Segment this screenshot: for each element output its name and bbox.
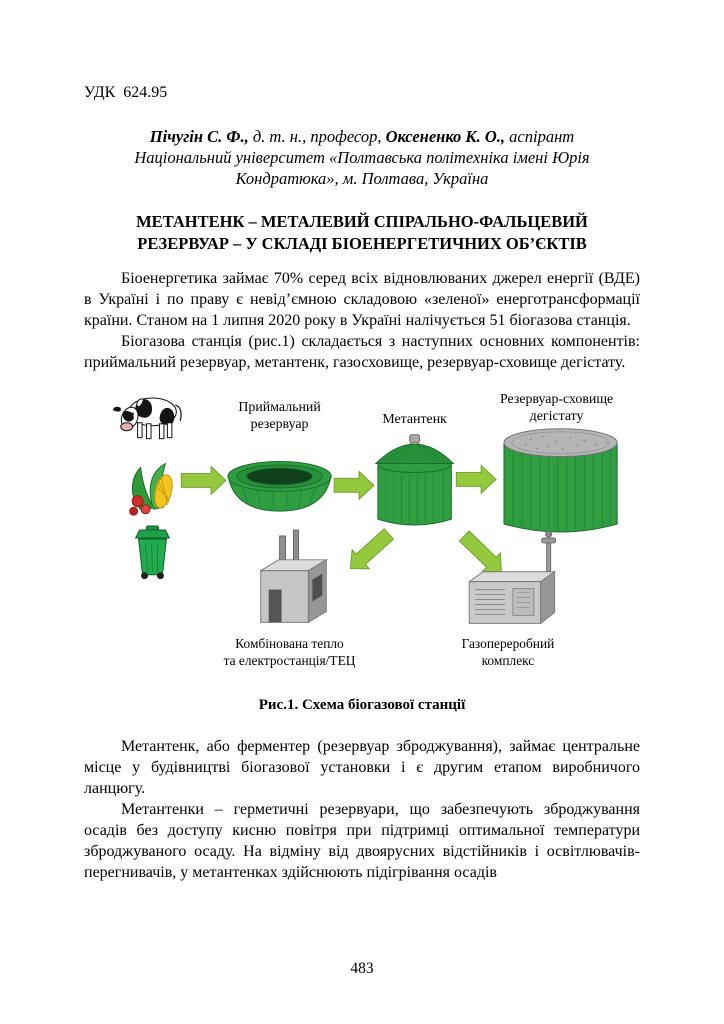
paragraph-bioenergy: Біоенергетика займає 70% серед всіх відновлюваних джерел енергії (ВДЕ) в Україні і по праву є невід’ємною складовою «зеленої» енерготрансформації країни. Станом на 1 липня 2020 року в Україні налічується 51 біогазова станція. — [84, 270, 640, 329]
digester-tank-graphic — [376, 435, 453, 525]
udc-code: УДК 624.95 — [84, 84, 168, 101]
label-metantenk: Метантенк — [382, 411, 447, 427]
label-receiving-line2: резервуар — [250, 416, 309, 432]
receiving-reservoir-graphic — [228, 462, 331, 512]
arrow-to-chp — [342, 524, 398, 578]
figure-biogas-scheme — [84, 385, 640, 683]
biomass-icon — [130, 464, 176, 516]
author-2-role: аспірант — [505, 127, 575, 146]
label-chp-line1: Комбінована тепло — [235, 636, 344, 652]
biogas-scheme-drawing — [84, 385, 640, 683]
authors-line — [84, 126, 640, 147]
paragraph-sealed-tanks: Метантенки – герметичні резервуари, що забезпечують зброджування осадів без доступу кисню повітря при підтримці оптимальної температури зброджуваного осаду. На відміну від двоярусних відстійників і освітлювачів-перегнивачів, у метантенках здійснюють підігрівання осадів — [84, 801, 640, 881]
label-chp-line2: та електростанція/ТЕЦ — [223, 653, 356, 669]
arrow-receiving-to-digester — [334, 471, 374, 499]
digestate-storage-graphic — [504, 429, 617, 532]
author-1: Пічугін С. Ф., — [149, 127, 249, 146]
label-gas-line1: Газопереробний — [461, 636, 555, 652]
page-number: 483 — [350, 960, 374, 977]
arrow-digester-to-storage — [456, 465, 496, 493]
waste-bin-icon — [136, 526, 170, 579]
cow-icon — [113, 398, 181, 439]
label-gas-line2: комплекс — [481, 653, 535, 669]
author-1-role: д. т. н., професор, — [248, 127, 386, 146]
article-title: МЕТАНТЕНК – МЕТАЛЕВИЙ СПІРАЛЬНО-ФАЛЬЦЕВИЙ РЕЗЕРВУАР – У СКЛАДІ БІОЕНЕРГЕТИЧНИХ ОБ’ЄКТІВ — [136, 212, 588, 253]
paragraph-fermenter: Метантенк, або ферментер (резервуар зброджування), займає центральне місце у будівництві біогазової установки і є другим етапом виробничого ланцюгу. — [84, 738, 640, 797]
arrow-feed-to-receiving — [181, 466, 226, 494]
affiliation: Національний університет «Полтавська політехніка імені Юрія Кондратюка», м. Полтава, Україна — [134, 148, 590, 188]
label-digestate-line1: Резервуар-сховище — [499, 391, 614, 407]
author-2: Оксененко К. О., — [385, 127, 506, 146]
chp-plant-graphic — [261, 530, 327, 622]
label-digestate-line2: дегістату — [529, 408, 584, 424]
figure-caption: Рис.1. Схема біогазової станції — [258, 697, 466, 713]
paragraph-components: Біогазова станція (рис.1) складається з наступних основних компонентів: приймальний резервуар, метантенк, газосховище, резервуар-сховище дегістату. — [84, 333, 640, 371]
authors-block — [84, 126, 640, 189]
label-receiving-line1: Приймальний — [238, 399, 321, 415]
